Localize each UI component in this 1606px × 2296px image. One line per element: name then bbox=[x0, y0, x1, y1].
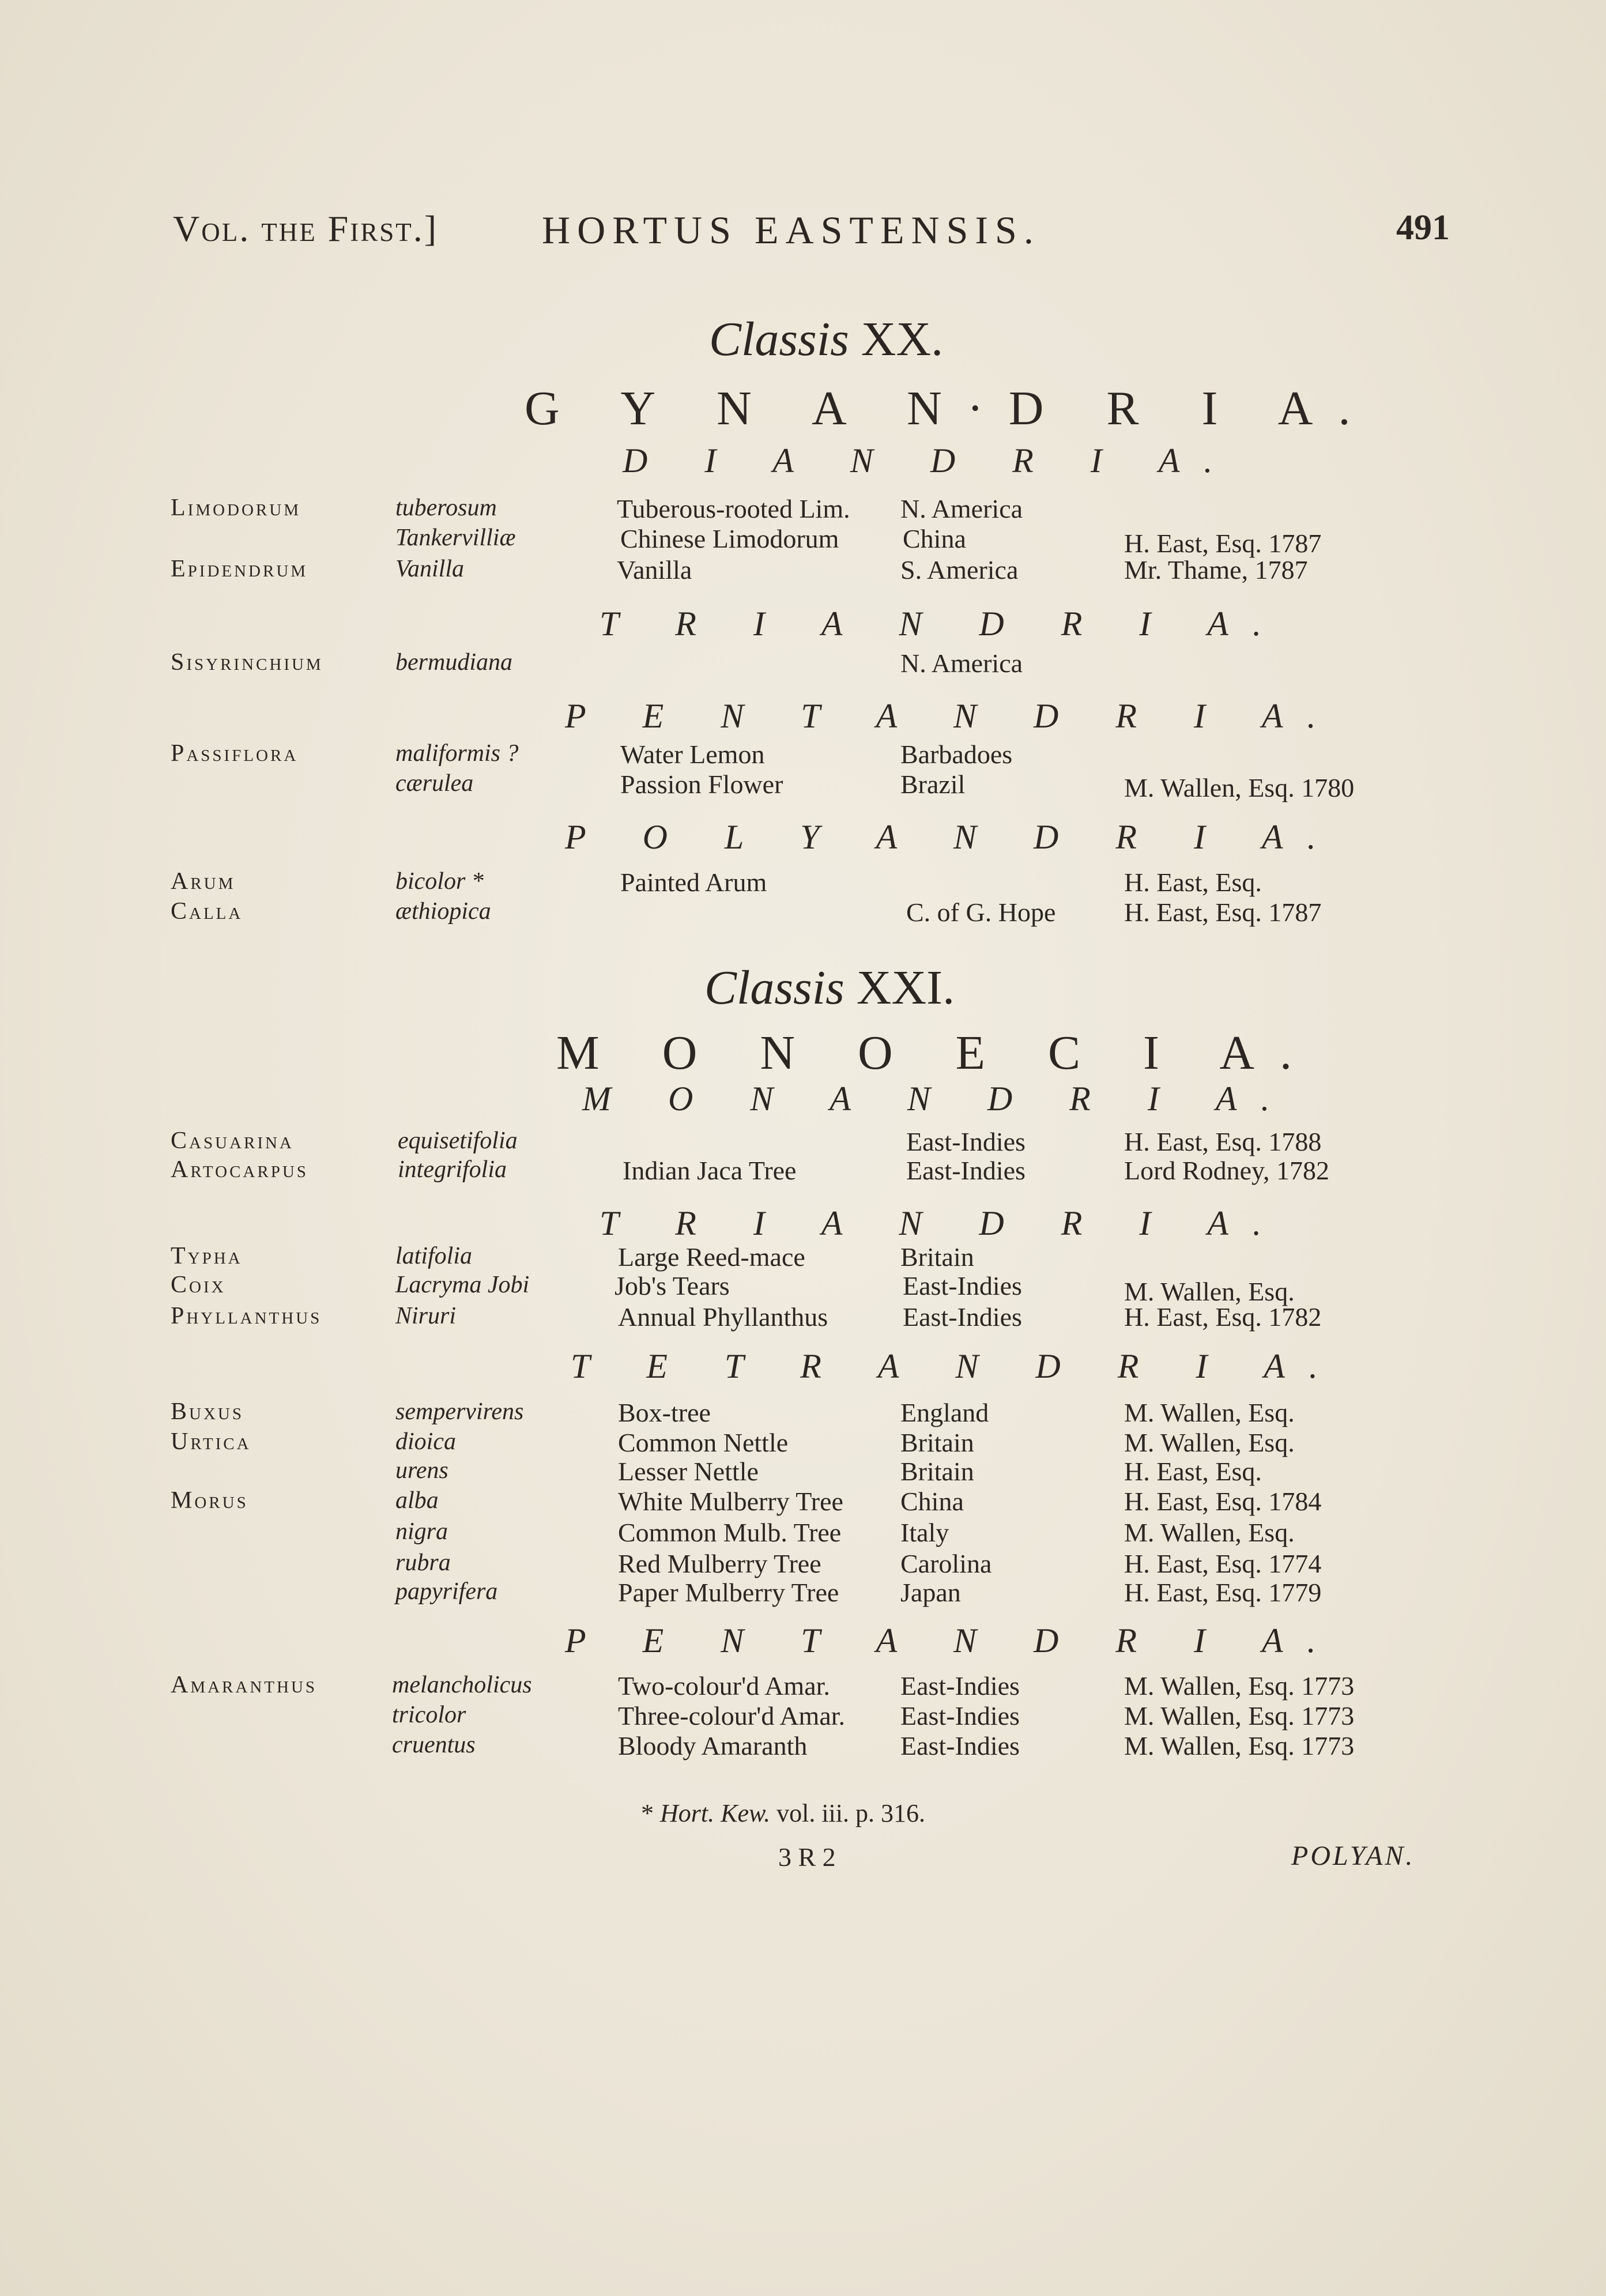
native-place: Carolina bbox=[900, 1549, 992, 1578]
introducer: H. East, Esq. 1787 bbox=[1124, 898, 1322, 927]
introducer: M. Wallen, Esq. bbox=[1124, 1518, 1295, 1547]
english-name: Common Nettle bbox=[618, 1428, 789, 1457]
class-name: G Y N A N·D R I A. bbox=[525, 382, 1376, 435]
english-name: Two-colour'd Amar. bbox=[618, 1671, 830, 1701]
english-name: Large Reed-mace bbox=[618, 1242, 805, 1272]
native-place: N. America bbox=[900, 494, 1023, 523]
order-heading: T E T R A N D R I A. bbox=[571, 1347, 1342, 1385]
species: Tankervilliæ bbox=[395, 525, 516, 551]
introducer: M. Wallen, Esq. 1773 bbox=[1124, 1731, 1355, 1760]
introducer: H. East, Esq. 1788 bbox=[1124, 1127, 1322, 1156]
genus: Passiflora bbox=[171, 740, 299, 767]
species: maliformis ? bbox=[395, 740, 519, 767]
species: bicolor * bbox=[395, 868, 484, 895]
native-place: East-Indies bbox=[900, 1671, 1020, 1701]
genus: Urtica bbox=[171, 1428, 251, 1455]
class-name: M O N O E C I A. bbox=[556, 1026, 1318, 1080]
native-place: East-Indies bbox=[900, 1701, 1020, 1731]
native-place: Italy bbox=[900, 1518, 949, 1547]
species: rubra bbox=[395, 1549, 451, 1576]
genus: Buxus bbox=[171, 1398, 244, 1425]
running-head-title: HORTUS EASTENSIS. bbox=[542, 208, 1040, 252]
native-place: N. America bbox=[900, 649, 1023, 678]
species: cruentus bbox=[392, 1732, 476, 1758]
english-name: White Mulberry Tree bbox=[618, 1487, 843, 1516]
printer-signature: 3 R 2 bbox=[778, 1842, 836, 1872]
english-name: Box-tree bbox=[618, 1398, 711, 1427]
species: Vanilla bbox=[395, 556, 465, 582]
english-name: Job's Tears bbox=[614, 1271, 730, 1300]
species: urens bbox=[395, 1457, 448, 1484]
genus: Phyllanthus bbox=[171, 1303, 322, 1329]
species: tuberosum bbox=[395, 495, 497, 521]
footnote bbox=[641, 1799, 925, 1828]
english-name: Indian Jaca Tree bbox=[623, 1156, 797, 1185]
introducer: H. East, Esq. 1774 bbox=[1124, 1549, 1322, 1578]
native-place: Britain bbox=[900, 1457, 974, 1486]
native-place: Japan bbox=[900, 1578, 961, 1607]
footnote-source: Hort. Kew. bbox=[660, 1799, 771, 1827]
english-name: Red Mulberry Tree bbox=[618, 1549, 821, 1578]
species: integrifolia bbox=[398, 1156, 507, 1183]
order-heading: T R I A N D R I A. bbox=[600, 1204, 1285, 1242]
introducer: M. Wallen, Esq. 1773 bbox=[1124, 1671, 1355, 1701]
introducer: M. Wallen, Esq. bbox=[1124, 1428, 1295, 1457]
introducer: H. East, Esq. bbox=[1124, 1457, 1262, 1486]
genus: Sisyrinchium bbox=[171, 649, 323, 676]
genus: Coix bbox=[171, 1272, 226, 1298]
genus: Amaranthus bbox=[171, 1672, 318, 1698]
native-place: East-Indies bbox=[906, 1127, 1026, 1156]
order-heading: T R I A N D R I A. bbox=[600, 605, 1285, 643]
native-place: East-Indies bbox=[903, 1271, 1022, 1300]
english-name: Passion Flower bbox=[620, 770, 783, 799]
native-place: East-Indies bbox=[906, 1156, 1026, 1185]
introducer: M. Wallen, Esq. 1773 bbox=[1124, 1701, 1355, 1731]
order-heading: D I A N D R I A. bbox=[623, 442, 1237, 480]
english-name: Paper Mulberry Tree bbox=[618, 1578, 839, 1607]
native-place: Britain bbox=[900, 1428, 974, 1457]
species: æthiopica bbox=[395, 898, 491, 925]
running-head-volume: Vol. the First.] bbox=[173, 208, 439, 249]
species: equisetifolia bbox=[398, 1128, 518, 1154]
introducer: M. Wallen, Esq. bbox=[1124, 1277, 1295, 1306]
species: sempervirens bbox=[395, 1398, 524, 1425]
native-place: East-Indies bbox=[900, 1731, 1020, 1760]
english-name: Water Lemon bbox=[620, 740, 765, 769]
english-name: Lesser Nettle bbox=[618, 1457, 759, 1486]
class-heading: Classis XXI. bbox=[704, 961, 955, 1015]
species: papyrifera bbox=[395, 1578, 498, 1605]
introducer: Mr. Thame, 1787 bbox=[1124, 555, 1308, 585]
species: dioica bbox=[395, 1428, 456, 1455]
english-name: Vanilla bbox=[617, 555, 692, 585]
native-place: England bbox=[900, 1398, 989, 1427]
genus: Artocarpus bbox=[171, 1156, 308, 1183]
genus: Epidendrum bbox=[171, 556, 308, 582]
genus: Casuarina bbox=[171, 1128, 294, 1154]
footnote-text: vol. iii. p. 316. bbox=[776, 1799, 925, 1827]
english-name: Bloody Amaranth bbox=[618, 1731, 808, 1760]
order-heading: P E N T A N D R I A. bbox=[565, 697, 1340, 735]
native-place: Britain bbox=[900, 1242, 974, 1272]
introducer: M. Wallen, Esq. bbox=[1124, 1398, 1295, 1427]
native-place: China bbox=[903, 524, 966, 553]
page-number: 491 bbox=[1396, 208, 1450, 247]
introducer: H. East, Esq. bbox=[1124, 868, 1262, 897]
introducer: M. Wallen, Esq. 1780 bbox=[1124, 773, 1355, 802]
native-place: C. of G. Hope bbox=[906, 898, 1056, 927]
english-name: Chinese Limodorum bbox=[620, 524, 839, 553]
introducer: H. East, Esq. 1784 bbox=[1124, 1487, 1322, 1516]
native-place: Barbadoes bbox=[900, 740, 1013, 769]
genus: Limodorum bbox=[171, 495, 301, 521]
species: cærulea bbox=[395, 770, 474, 797]
introducer: H. East, Esq. 1787 bbox=[1124, 529, 1322, 558]
introducer: H. East, Esq. 1779 bbox=[1124, 1578, 1322, 1607]
species: nigra bbox=[395, 1518, 448, 1545]
introducer: Lord Rodney, 1782 bbox=[1124, 1156, 1330, 1185]
footnote-marker: * bbox=[641, 1799, 654, 1827]
species: bermudiana bbox=[395, 649, 512, 676]
genus: Calla bbox=[171, 898, 243, 925]
catchword: POLYAN. bbox=[1291, 1841, 1415, 1871]
english-name: Tuberous-rooted Lim. bbox=[617, 494, 850, 523]
english-name: Painted Arum bbox=[620, 868, 767, 897]
species: alba bbox=[395, 1487, 439, 1514]
native-place: China bbox=[900, 1487, 964, 1516]
english-name: Common Mulb. Tree bbox=[618, 1518, 842, 1547]
order-heading: P E N T A N D R I A. bbox=[565, 1622, 1340, 1660]
species: Niruri bbox=[395, 1303, 457, 1329]
species: melancholicus bbox=[392, 1672, 532, 1698]
species: latifolia bbox=[395, 1243, 473, 1269]
english-name: Annual Phyllanthus bbox=[618, 1302, 828, 1332]
native-place: Brazil bbox=[900, 770, 966, 799]
species: Lacryma Jobi bbox=[395, 1272, 530, 1298]
introducer: H. East, Esq. 1782 bbox=[1124, 1302, 1322, 1332]
native-place: S. America bbox=[900, 555, 1019, 585]
order-heading: M O N A N D R I A. bbox=[582, 1080, 1294, 1118]
genus: Arum bbox=[171, 868, 236, 895]
native-place: East-Indies bbox=[903, 1302, 1022, 1332]
english-name: Three-colour'd Amar. bbox=[618, 1701, 846, 1731]
order-heading: P O L Y A N D R I A. bbox=[565, 818, 1340, 856]
genus: Typha bbox=[171, 1243, 243, 1269]
class-heading: Classis XX. bbox=[709, 312, 944, 366]
genus: Morus bbox=[171, 1487, 248, 1514]
species: tricolor bbox=[392, 1702, 466, 1728]
